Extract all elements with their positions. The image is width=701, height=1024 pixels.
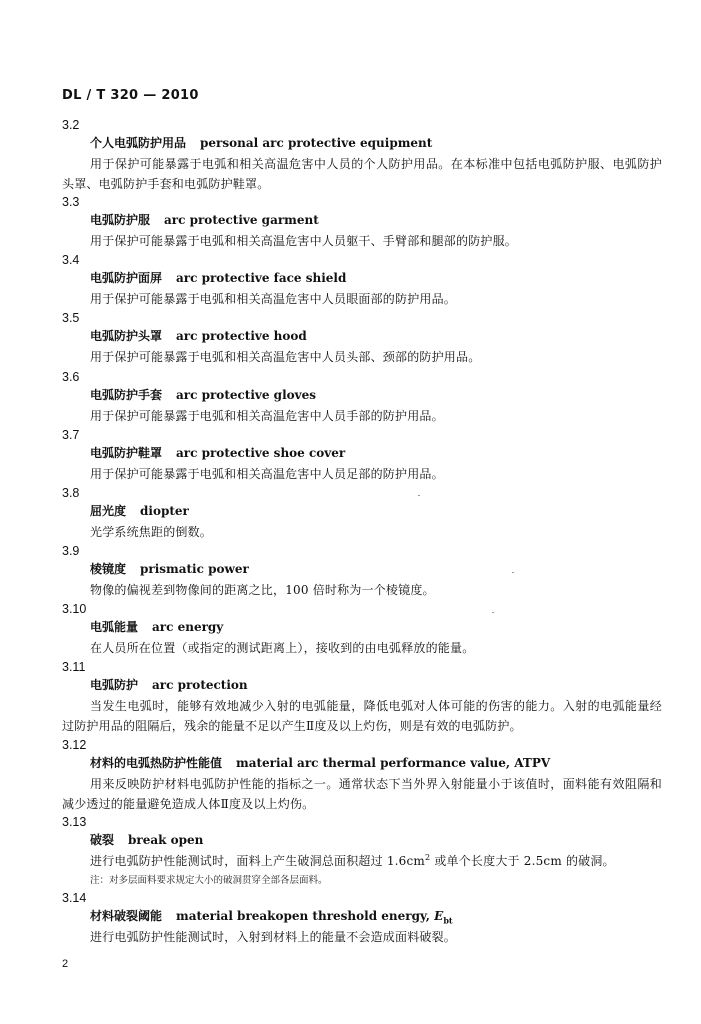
clause-number: 3.7 (62, 428, 80, 442)
term-en (176, 909, 453, 926)
term-heading (90, 618, 662, 637)
term-zh: 棱镜度 (90, 562, 127, 576)
term-en: break open (128, 833, 204, 847)
clause-number: 3.6 (62, 370, 80, 384)
scan-speck (512, 572, 514, 573)
clause-number: 3.10 (62, 602, 87, 616)
definition: 在人员所在位置（或指定的测试距离上），接收到的由电弧释放的能量。 (90, 641, 475, 655)
term-en: arc protective shoe cover (176, 446, 346, 460)
definition (62, 851, 662, 871)
clause-3-9 (62, 542, 662, 600)
term-zh: 屈光度 (90, 504, 127, 518)
definition: 物像的偏视差到物像间的距离之比，100 倍时称为一个棱镜度。 (90, 583, 435, 597)
clause-number: 3.11 (62, 660, 86, 674)
term-en: arc protection (152, 678, 248, 692)
term-en: material arc thermal performance value, ATPV (236, 756, 551, 770)
term-en: arc energy (152, 620, 224, 634)
clause-3-4 (62, 251, 662, 309)
clause-number: 3.12 (62, 738, 87, 752)
definition: 用于保护可能暴露于电弧和相关高温危害中人员足部的防护用品。 (90, 467, 444, 481)
definition: 用于保护可能暴露于电弧和相关高温危害中人员头部、颈部的防护用品。 (90, 350, 481, 364)
clause-3-11 (62, 658, 662, 736)
term-zh: 破裂 (90, 833, 115, 847)
term-zh: 电弧能量 (90, 620, 139, 634)
symbol-subscript: bt (443, 915, 453, 926)
definition-text-after: 或单个长度大于 2.5cm 的破洞。 (430, 854, 615, 868)
clause-number: 3.13 (62, 815, 87, 829)
clause-number: 3.9 (62, 544, 80, 558)
term-zh: 电弧防护 (90, 678, 139, 692)
term-en: diopter (140, 504, 189, 518)
clause-number: 3.3 (62, 195, 80, 209)
term-heading (90, 134, 662, 153)
clause-3-7 (62, 426, 662, 484)
term-en: personal arc protective equipment (200, 136, 433, 150)
term-heading (90, 327, 662, 346)
term-heading (90, 444, 662, 463)
standard-code-header: DL / T 320 — 2010 (62, 88, 199, 103)
term-en-text: material breakopen threshold energy, (176, 909, 435, 923)
term-heading (90, 269, 662, 288)
term-heading (90, 386, 662, 405)
scan-speck (418, 495, 420, 496)
term-zh: 电弧防护手套 (90, 388, 163, 402)
clause-number: 3.5 (62, 311, 80, 325)
clause-3-12 (62, 736, 662, 814)
clause-3-13 (62, 813, 662, 889)
superscript-exponent: 2 (425, 853, 431, 862)
definition-text-before: 进行电弧防护性能测试时，面料上产生破洞总面积超过 1.6cm (90, 854, 426, 868)
term-heading (90, 831, 662, 850)
term-heading (90, 907, 662, 926)
clause-3-5 (62, 309, 662, 367)
clause-number: 3.4 (62, 253, 80, 267)
clause-3-6 (62, 368, 662, 426)
term-heading (90, 754, 662, 773)
term-en: arc protective garment (164, 213, 319, 227)
clause-3-2 (62, 116, 662, 194)
term-en: arc protective gloves (176, 388, 317, 402)
term-zh: 材料破裂阈能 (90, 909, 163, 923)
term-heading (90, 502, 662, 521)
note: 注：对多层面料要求规定大小的破洞贯穿全部各层面料。 (90, 875, 328, 886)
term-heading (90, 211, 662, 230)
definition: 用于保护可能暴露于电弧和相关高温危害中人员手部的防护用品。 (90, 409, 444, 423)
term-zh: 电弧防护面屏 (90, 271, 163, 285)
definition: 用于保护可能暴露于电弧和相关高温危害中人员的个人防护用品。在本标准中包括电弧防护服、电弧防护头罩、电弧防护手套和电弧防护鞋罩。 (62, 157, 662, 191)
term-en: arc protective hood (176, 329, 307, 343)
term-zh: 电弧防护服 (90, 213, 151, 227)
definition: 当发生电弧时，能够有效地减少入射的电弧能量，降低电弧对人体可能的伤害的能力。入射的电弧能量经过防护用品的阻隔后，残余的能量不足以产生Ⅱ度及以上灼伤，则是有效的电弧防护。 (62, 699, 662, 733)
term-zh: 电弧防护头罩 (90, 329, 163, 343)
scan-speck (492, 612, 494, 613)
term-en: prismatic power (140, 562, 249, 576)
definition: 用于保护可能暴露于电弧和相关高温危害中人员躯干、手臂部和腿部的防护服。 (90, 234, 518, 248)
term-zh: 个人电弧防护用品 (90, 136, 187, 150)
definition: 进行电弧防护性能测试时，入射到材料上的能量不会造成面料破裂。 (90, 930, 457, 944)
clause-3-3 (62, 193, 662, 251)
clause-3-10 (62, 600, 662, 658)
term-en: arc protective face shield (176, 271, 347, 285)
term-heading (90, 560, 662, 579)
page-number: 2 (62, 958, 69, 970)
clause-3-14 (62, 889, 662, 947)
definition: 用于保护可能暴露于电弧和相关高温危害中人员眼面部的防护用品。 (90, 292, 457, 306)
definition: 光学系统焦距的倒数。 (90, 525, 213, 539)
term-heading (90, 676, 662, 695)
clause-number: 3.14 (62, 891, 87, 905)
clause-3-8 (62, 484, 662, 542)
definition: 用来反映防护材料电弧防护性能的指标之一。通常状态下当外界入射能量小于该值时，面料能有效阻隔和减少透过的能量避免造成人体Ⅱ度及以上灼伤。 (62, 777, 662, 811)
term-zh: 电弧防护鞋罩 (90, 446, 163, 460)
clause-number: 3.8 (62, 486, 80, 500)
term-zh: 材料的电弧热防护性能值 (90, 756, 223, 770)
clause-number: 3.2 (62, 118, 80, 132)
symbol-main: E (434, 909, 444, 923)
